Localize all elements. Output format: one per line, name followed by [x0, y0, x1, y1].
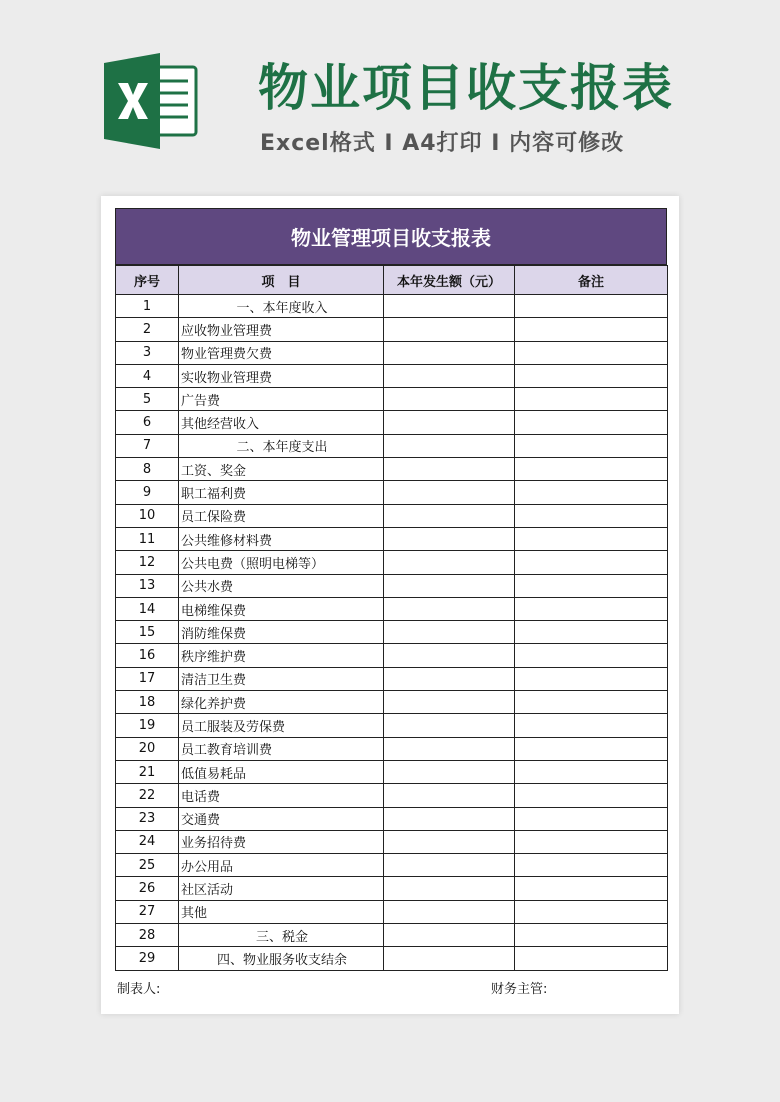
row-remark-cell[interactable] [515, 924, 668, 947]
row-number: 22 [116, 784, 179, 807]
table-row [116, 830, 668, 853]
row-number: 1 [116, 295, 179, 318]
row-amount-cell[interactable] [384, 924, 515, 947]
row-remark-cell[interactable] [515, 411, 668, 434]
row-item: 其他 [179, 900, 384, 923]
row-amount-cell[interactable] [384, 318, 515, 341]
row-remark-cell[interactable] [515, 830, 668, 853]
row-number: 5 [116, 388, 179, 411]
row-remark-cell[interactable] [515, 691, 668, 714]
row-item: 物业管理费欠费 [179, 341, 384, 364]
row-remark-cell[interactable] [515, 364, 668, 387]
row-amount-cell[interactable] [384, 854, 515, 877]
row-remark-cell[interactable] [515, 318, 668, 341]
report-sheet [115, 208, 667, 1001]
row-remark-cell[interactable] [515, 877, 668, 900]
row-amount-cell[interactable] [384, 388, 515, 411]
row-amount-cell[interactable] [384, 644, 515, 667]
spreadsheet-page [101, 196, 679, 1014]
row-item: 一、本年度收入 [179, 295, 384, 318]
row-number: 26 [116, 877, 179, 900]
row-item: 实收物业管理费 [179, 364, 384, 387]
row-number: 16 [116, 644, 179, 667]
row-number: 19 [116, 714, 179, 737]
column-header-amount: 本年发生额（元） [384, 266, 515, 295]
row-amount-cell[interactable] [384, 574, 515, 597]
row-amount-cell[interactable] [384, 784, 515, 807]
row-amount-cell[interactable] [384, 691, 515, 714]
row-amount-cell[interactable] [384, 551, 515, 574]
row-amount-cell[interactable] [384, 481, 515, 504]
row-number: 4 [116, 364, 179, 387]
table-row [116, 784, 668, 807]
row-item: 公共水费 [179, 574, 384, 597]
table-row [116, 877, 668, 900]
row-amount-cell[interactable] [384, 295, 515, 318]
table-row [116, 527, 668, 550]
table-row [116, 481, 668, 504]
table-row [116, 900, 668, 923]
row-number: 9 [116, 481, 179, 504]
row-item: 交通费 [179, 807, 384, 830]
row-item: 广告费 [179, 388, 384, 411]
table-row [116, 574, 668, 597]
table-row [116, 760, 668, 783]
table-row [116, 714, 668, 737]
row-number: 6 [116, 411, 179, 434]
row-number: 10 [116, 504, 179, 527]
table-row [116, 621, 668, 644]
row-remark-cell[interactable] [515, 295, 668, 318]
row-number: 8 [116, 458, 179, 481]
row-number: 17 [116, 667, 179, 690]
row-amount-cell[interactable] [384, 667, 515, 690]
page-title: 物业项目收支报表 [258, 59, 674, 117]
row-amount-cell[interactable] [384, 807, 515, 830]
row-amount-cell[interactable] [384, 714, 515, 737]
column-header-remark: 备注 [515, 266, 668, 295]
table-row [116, 807, 668, 830]
excel-icon [104, 53, 198, 149]
row-number: 21 [116, 760, 179, 783]
row-item: 电话费 [179, 784, 384, 807]
row-number: 25 [116, 854, 179, 877]
row-remark-cell[interactable] [515, 760, 668, 783]
row-item: 电梯维保费 [179, 597, 384, 620]
row-remark-cell[interactable] [515, 481, 668, 504]
row-amount-cell[interactable] [384, 877, 515, 900]
table-row [116, 341, 668, 364]
preparer-label: 制表人: [117, 981, 161, 997]
row-number: 14 [116, 597, 179, 620]
table-row [116, 854, 668, 877]
row-number: 28 [116, 924, 179, 947]
table-row [116, 295, 668, 318]
row-number: 29 [116, 947, 179, 970]
row-amount-cell[interactable] [384, 760, 515, 783]
row-number: 15 [116, 621, 179, 644]
report-table [115, 265, 668, 971]
row-amount-cell[interactable] [384, 900, 515, 923]
column-header-row [116, 266, 668, 295]
row-item: 工资、奖金 [179, 458, 384, 481]
table-row [116, 597, 668, 620]
row-remark-cell[interactable] [515, 551, 668, 574]
row-item: 社区活动 [179, 877, 384, 900]
row-remark-cell[interactable] [515, 667, 668, 690]
row-remark-cell[interactable] [515, 784, 668, 807]
table-row [116, 411, 668, 434]
table-row [116, 504, 668, 527]
row-item: 低值易耗品 [179, 760, 384, 783]
row-item: 业务招待费 [179, 830, 384, 853]
table-row [116, 364, 668, 387]
row-number: 27 [116, 900, 179, 923]
row-item: 员工保险费 [179, 504, 384, 527]
table-row [116, 434, 668, 457]
row-number: 20 [116, 737, 179, 760]
table-row [116, 551, 668, 574]
column-header-item: 项 目 [179, 266, 384, 295]
row-remark-cell[interactable] [515, 574, 668, 597]
row-remark-cell[interactable] [515, 854, 668, 877]
row-item: 公共电费（照明电梯等） [179, 551, 384, 574]
row-number: 13 [116, 574, 179, 597]
table-row [116, 737, 668, 760]
row-remark-cell[interactable] [515, 947, 668, 970]
column-header-no: 序号 [116, 266, 179, 295]
row-remark-cell[interactable] [515, 737, 668, 760]
row-remark-cell[interactable] [515, 458, 668, 481]
row-remark-cell[interactable] [515, 504, 668, 527]
row-number: 7 [116, 434, 179, 457]
row-number: 12 [116, 551, 179, 574]
row-amount-cell[interactable] [384, 737, 515, 760]
row-item: 清洁卫生费 [179, 667, 384, 690]
row-number: 11 [116, 527, 179, 550]
row-remark-cell[interactable] [515, 621, 668, 644]
row-item: 四、物业服务收支结余 [179, 947, 384, 970]
row-item: 其他经营收入 [179, 411, 384, 434]
table-row [116, 947, 668, 970]
row-number: 18 [116, 691, 179, 714]
row-amount-cell[interactable] [384, 458, 515, 481]
sheet-title: 物业管理项目收支报表 [115, 208, 667, 265]
row-amount-cell[interactable] [384, 411, 515, 434]
row-item: 应收物业管理费 [179, 318, 384, 341]
table-row [116, 691, 668, 714]
row-amount-cell[interactable] [384, 621, 515, 644]
row-amount-cell[interactable] [384, 597, 515, 620]
row-item: 办公用品 [179, 854, 384, 877]
table-row [116, 318, 668, 341]
table-row [116, 667, 668, 690]
row-remark-cell[interactable] [515, 644, 668, 667]
row-number: 24 [116, 830, 179, 853]
row-amount-cell[interactable] [384, 504, 515, 527]
row-amount-cell[interactable] [384, 830, 515, 853]
row-item: 公共维修材料费 [179, 527, 384, 550]
row-item: 三、税金 [179, 924, 384, 947]
sheet-footer [115, 971, 667, 1001]
row-remark-cell[interactable] [515, 714, 668, 737]
table-row [116, 644, 668, 667]
row-remark-cell[interactable] [515, 900, 668, 923]
row-number: 3 [116, 341, 179, 364]
table-row [116, 458, 668, 481]
row-amount-cell[interactable] [384, 434, 515, 457]
table-row [116, 924, 668, 947]
page-subtitle: Excel格式 I A4打印 I 内容可修改 [260, 131, 625, 156]
row-remark-cell[interactable] [515, 388, 668, 411]
row-item: 消防维保费 [179, 621, 384, 644]
table-row [116, 388, 668, 411]
row-remark-cell[interactable] [515, 341, 668, 364]
row-amount-cell[interactable] [384, 527, 515, 550]
row-amount-cell[interactable] [384, 364, 515, 387]
row-number: 23 [116, 807, 179, 830]
row-remark-cell[interactable] [515, 597, 668, 620]
supervisor-label: 财务主管: [491, 981, 548, 997]
row-amount-cell[interactable] [384, 341, 515, 364]
row-item: 员工教育培训费 [179, 737, 384, 760]
row-item: 二、本年度支出 [179, 434, 384, 457]
row-item: 秩序维护费 [179, 644, 384, 667]
row-amount-cell[interactable] [384, 947, 515, 970]
row-remark-cell[interactable] [515, 527, 668, 550]
row-remark-cell[interactable] [515, 434, 668, 457]
row-number: 2 [116, 318, 179, 341]
row-item: 员工服装及劳保费 [179, 714, 384, 737]
row-item: 绿化养护费 [179, 691, 384, 714]
row-item: 职工福利费 [179, 481, 384, 504]
row-remark-cell[interactable] [515, 807, 668, 830]
